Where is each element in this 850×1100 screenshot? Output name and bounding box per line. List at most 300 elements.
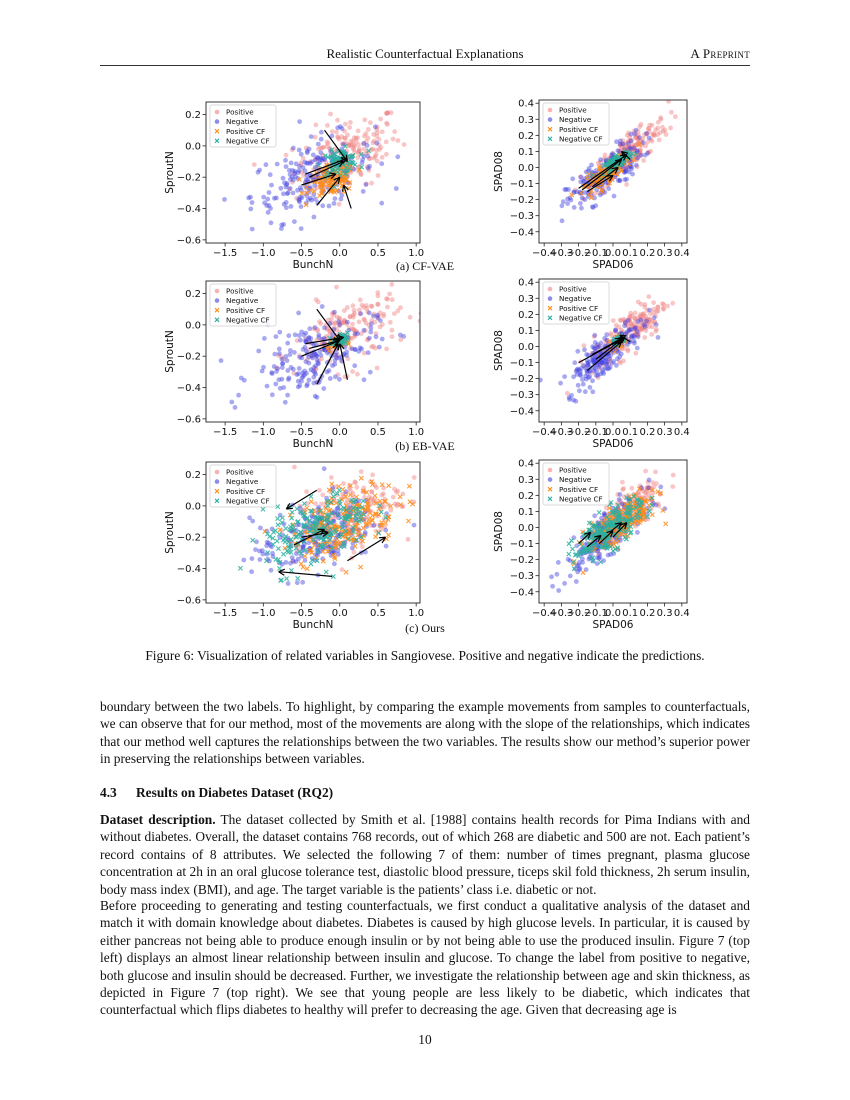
point-positive (653, 127, 658, 132)
point-positive (660, 301, 665, 306)
point-negative (327, 204, 332, 209)
point-negative (262, 336, 267, 341)
point-positive (651, 133, 656, 138)
point-negative (590, 389, 595, 394)
point-negative (246, 196, 251, 201)
point-negative (589, 163, 594, 168)
point-negative (555, 572, 560, 577)
point-negative (558, 381, 563, 386)
point-positive (406, 537, 411, 542)
point-negative (560, 203, 565, 208)
point-positive (420, 493, 425, 498)
point-negative (567, 397, 572, 402)
point-negative (311, 153, 316, 158)
point-positive (320, 493, 325, 498)
point-positive (364, 321, 369, 326)
point-positive (358, 298, 363, 303)
panel-c-right (493, 459, 697, 631)
y-tick-label: 0.4 (518, 277, 534, 289)
point-positive (360, 544, 365, 549)
point-negative (291, 146, 296, 151)
point-negative (334, 355, 339, 360)
point-negative (579, 206, 584, 211)
point-negative (614, 363, 619, 368)
legend (210, 284, 276, 326)
point-negative (590, 204, 595, 209)
point-negative (306, 355, 311, 360)
point-positive (611, 318, 616, 323)
point-negative (321, 386, 326, 391)
point-negative (289, 161, 294, 166)
point-positive (391, 495, 396, 500)
point-negative (277, 330, 282, 335)
point-positive (342, 308, 347, 313)
point-positive (392, 311, 397, 316)
legend-label-negative: Negative (559, 115, 592, 125)
point-negative (269, 183, 274, 188)
x-tick-label: 0.2 (639, 427, 656, 438)
point-negative (297, 164, 302, 169)
point-negative (624, 330, 629, 335)
point-negative (362, 328, 367, 333)
legend-label-positive: Positive (559, 465, 587, 475)
point-positive (657, 138, 662, 143)
point-negative (632, 326, 637, 331)
point-negative (598, 157, 603, 162)
x-tick-label: −1.5 (212, 248, 238, 259)
point-negative (569, 198, 574, 203)
point-positive (668, 126, 673, 131)
point-negative (248, 207, 253, 212)
point-negative (315, 155, 320, 160)
point-positive (374, 485, 379, 490)
point-positive (670, 301, 675, 306)
point-positive (360, 303, 365, 308)
point-negative (249, 569, 254, 574)
y-tick-label: 0.2 (518, 490, 534, 502)
point-negative (332, 201, 337, 206)
point-positive (390, 334, 395, 339)
point-positive (582, 343, 587, 348)
point-negative (304, 338, 309, 343)
point-negative (303, 345, 308, 350)
point-negative (229, 400, 234, 405)
point-negative (639, 153, 644, 158)
legend-label-positive-cf: Positive CF (559, 124, 599, 134)
point-negative (588, 385, 593, 390)
point-negative (300, 580, 305, 585)
x-tick-label: 0.3 (656, 608, 673, 619)
point-negative (575, 349, 580, 354)
point-positive (419, 311, 424, 316)
point-negative (290, 555, 295, 560)
point-negative (371, 314, 376, 319)
point-negative (268, 172, 273, 177)
point-positive (366, 136, 371, 141)
x-tick-label: 0.0 (331, 427, 348, 438)
point-negative (297, 119, 302, 124)
point-negative (250, 227, 255, 232)
legend-label-positive-cf: Positive CF (226, 486, 266, 496)
legend-label-negative: Negative (559, 294, 592, 304)
point-positive (317, 319, 322, 324)
point-positive (654, 327, 659, 332)
point-positive (408, 315, 413, 320)
point-positive (392, 129, 397, 134)
point-positive (341, 481, 346, 486)
point-negative (267, 203, 272, 208)
y-axis-label: SPAD08 (493, 330, 505, 371)
point-negative (274, 369, 279, 374)
point-negative (622, 177, 627, 182)
y-tick-label: −0.1 (509, 179, 534, 191)
y-tick-label: 0.3 (518, 293, 534, 305)
point-positive (350, 369, 355, 374)
y-tick-label: 0.0 (518, 522, 534, 534)
x-tick-label: 0.0 (605, 248, 621, 259)
point-negative (590, 378, 595, 383)
point-negative (307, 147, 312, 152)
legend-label-negative-cf: Negative CF (226, 315, 270, 325)
point-negative (598, 192, 603, 197)
point-negative (353, 347, 358, 352)
point-negative (307, 378, 312, 383)
point-negative (368, 330, 373, 335)
point-negative (282, 202, 287, 207)
point-negative (318, 150, 323, 155)
point-negative (571, 374, 576, 379)
point-positive-cf (693, 483, 697, 487)
point-positive (661, 307, 666, 312)
y-tick-label: 0.2 (185, 470, 201, 482)
point-negative (607, 357, 612, 362)
y-tick-label: 0.0 (185, 320, 201, 332)
subcaption: (b) EB-VAE (395, 439, 455, 453)
point-negative (304, 359, 309, 364)
point-negative (627, 169, 632, 174)
section-title: Results on Diabetes Dataset (RQ2) (136, 785, 334, 800)
point-negative (352, 167, 357, 172)
y-tick-label: −0.4 (509, 227, 534, 239)
point-negative (332, 561, 337, 566)
point-negative (297, 168, 302, 173)
point-negative (574, 579, 579, 584)
point-negative (629, 132, 634, 137)
point-negative (577, 388, 582, 393)
x-tick-label: −0.1 (583, 608, 608, 619)
x-tick-label: −0.4 (532, 248, 557, 259)
point-positive (373, 498, 378, 503)
point-negative (315, 395, 320, 400)
point-negative (634, 128, 639, 133)
point-negative (585, 361, 590, 366)
point-positive (354, 485, 359, 490)
point-negative (328, 376, 333, 381)
x-tick-label: 1.0 (408, 608, 425, 619)
point-negative (296, 379, 301, 384)
point-negative (311, 381, 316, 386)
point-negative (269, 220, 274, 225)
point-negative (638, 318, 643, 323)
point-negative (289, 204, 294, 209)
point-negative (319, 130, 324, 135)
point-negative (264, 162, 269, 167)
y-tick-label: −0.2 (176, 172, 201, 184)
point-positive (381, 312, 386, 317)
point-positive (314, 297, 319, 302)
point-negative (570, 176, 575, 181)
point-negative (270, 392, 275, 397)
point-positive (376, 273, 381, 278)
point-negative (576, 383, 581, 388)
y-tick-label: −0.4 (509, 587, 534, 599)
point-positive (378, 117, 383, 122)
point-negative (308, 196, 313, 201)
point-negative (580, 560, 585, 565)
point-positive (374, 152, 379, 157)
point-positive (362, 117, 367, 122)
point-positive (669, 110, 674, 115)
point-negative (654, 503, 659, 508)
point-negative (277, 351, 282, 356)
point-positive (390, 328, 395, 333)
point-negative (597, 363, 602, 368)
section-number: 4.3 (100, 785, 117, 800)
x-tick-label: 0.1 (622, 248, 639, 259)
legend-label-positive: Positive (559, 105, 587, 115)
y-tick-label: −0.2 (509, 195, 534, 207)
point-positive (351, 315, 356, 320)
panel-b-left (164, 270, 424, 451)
point-negative (288, 186, 293, 191)
point-negative (647, 308, 652, 313)
point-negative (384, 544, 389, 549)
point-positive (663, 128, 668, 133)
point-negative (654, 322, 659, 327)
y-tick-label: −0.4 (509, 406, 534, 418)
point-negative (241, 558, 246, 563)
point-negative (297, 148, 302, 153)
point-negative (316, 333, 321, 338)
point-negative (257, 168, 262, 173)
y-axis-label: SPAD08 (493, 511, 505, 552)
y-tick-label: 0.3 (518, 114, 534, 126)
y-tick-label: 0.2 (185, 289, 201, 301)
legend-label-positive-cf: Positive CF (226, 126, 266, 136)
point-negative (294, 551, 299, 556)
x-tick-label: 0.1 (622, 427, 639, 438)
point-negative (606, 186, 611, 191)
point-positive (334, 285, 339, 290)
point-positive (284, 153, 289, 158)
point-positive (646, 294, 651, 299)
point-positive (618, 361, 623, 366)
point-negative (592, 333, 597, 338)
point-negative (295, 580, 300, 585)
point-negative (373, 124, 378, 129)
legend-label-negative-cf: Negative CF (559, 313, 603, 323)
point-negative (337, 323, 342, 328)
legend-marker-positive (215, 289, 220, 294)
point-positive (348, 488, 353, 493)
point-negative (615, 356, 620, 361)
y-tick-label: −0.2 (509, 374, 534, 386)
point-positive (334, 130, 339, 135)
point-negative (253, 547, 258, 552)
x-tick-label: −0.1 (583, 427, 608, 438)
point-positive (392, 487, 397, 492)
point-positive (359, 469, 364, 474)
y-tick-label: −0.2 (509, 555, 534, 567)
point-negative (279, 246, 284, 251)
point-positive (389, 274, 394, 279)
point-positive (376, 173, 381, 178)
point-positive (390, 297, 395, 302)
x-tick-label: −1.0 (251, 248, 276, 259)
point-negative (618, 492, 623, 497)
point-positive (565, 391, 570, 396)
point-negative (604, 362, 609, 367)
point-negative (222, 197, 227, 202)
point-positive (355, 372, 360, 377)
legend-label-positive-cf: Positive CF (559, 484, 599, 494)
point-negative (274, 334, 279, 339)
y-tick-label: −0.4 (176, 564, 201, 576)
point-negative (278, 386, 283, 391)
point-negative (634, 163, 639, 168)
point-negative (366, 154, 371, 159)
point-positive (325, 140, 330, 145)
point-positive (352, 550, 357, 555)
point-negative (272, 352, 277, 357)
point-negative (365, 143, 370, 148)
x-axis-label: SPAD06 (592, 619, 634, 631)
point-positive (351, 146, 356, 151)
point-negative (286, 190, 291, 195)
point-negative (239, 376, 244, 381)
point-positive (384, 121, 389, 126)
point-negative (300, 375, 305, 380)
point-negative (285, 358, 290, 363)
point-positive (317, 488, 322, 493)
point-positive (642, 335, 647, 340)
point-positive (352, 480, 357, 485)
y-tick-label: 0.1 (518, 325, 534, 337)
point-negative (297, 366, 302, 371)
point-positive (349, 139, 354, 144)
header-rule (100, 65, 750, 66)
point-negative (296, 385, 301, 390)
y-tick-label: 0.2 (185, 110, 201, 122)
point-positive (313, 501, 318, 506)
point-negative (566, 187, 571, 192)
point-negative (319, 137, 324, 142)
point-negative (275, 162, 280, 167)
x-tick-label: −0.3 (549, 248, 574, 259)
x-tick-label: −0.5 (289, 427, 314, 438)
legend-marker-negative (548, 117, 553, 122)
point-positive (412, 475, 417, 480)
legend (543, 463, 609, 505)
point-negative (556, 588, 561, 593)
point-negative (280, 361, 285, 366)
point-positive (374, 148, 379, 153)
point-negative (361, 189, 366, 194)
point-negative (562, 581, 567, 586)
point-positive (379, 145, 384, 150)
point-positive (292, 465, 297, 470)
point-negative (394, 186, 399, 191)
point-negative (592, 513, 597, 518)
x-axis-label: SPAD06 (592, 259, 634, 271)
point-negative (565, 201, 570, 206)
point-positive (653, 470, 658, 475)
x-tick-label: 0.3 (656, 248, 673, 259)
point-negative (277, 347, 282, 352)
point-positive (352, 308, 357, 313)
point-negative (360, 157, 365, 162)
point-negative (283, 158, 288, 163)
point-negative (364, 182, 369, 187)
point-positive (304, 489, 309, 494)
point-negative (286, 377, 291, 382)
point-negative (316, 142, 321, 147)
point-positive (647, 123, 652, 128)
point-negative (258, 526, 263, 531)
point-negative (292, 350, 297, 355)
point-negative (264, 543, 269, 548)
point-negative (219, 358, 224, 363)
x-tick-label: −0.5 (289, 248, 314, 259)
point-negative (298, 338, 303, 343)
legend-marker-positive (215, 110, 220, 115)
point-positive (391, 137, 396, 142)
point-negative (656, 335, 661, 340)
point-negative (303, 331, 308, 336)
y-tick-label: 0.4 (518, 458, 534, 470)
y-tick-label: −0.4 (176, 383, 201, 395)
point-positive (398, 305, 403, 310)
point-positive (330, 129, 335, 134)
point-positive (656, 120, 661, 125)
point-negative (258, 557, 263, 562)
legend (210, 105, 276, 147)
point-negative (582, 190, 587, 195)
paragraph-lead: Dataset description. (100, 812, 216, 827)
legend (543, 103, 609, 145)
point-negative (358, 311, 363, 316)
point-positive (329, 475, 334, 480)
point-positive (388, 447, 393, 452)
point-negative (332, 362, 337, 367)
point-positive (337, 202, 342, 207)
point-negative (273, 382, 278, 387)
point-negative (582, 347, 587, 352)
point-positive (651, 300, 656, 305)
point-positive (328, 112, 333, 117)
point-negative (367, 164, 372, 169)
point-positive (385, 305, 390, 310)
panel-a-right (493, 99, 690, 271)
point-negative (600, 370, 605, 375)
point-positive (343, 122, 348, 127)
x-tick-label: 0.1 (622, 608, 639, 619)
point-negative (293, 332, 298, 337)
legend-label-negative: Negative (559, 475, 592, 485)
point-negative (339, 197, 344, 202)
y-tick-label: 0.2 (518, 130, 534, 142)
point-positive (329, 317, 334, 322)
